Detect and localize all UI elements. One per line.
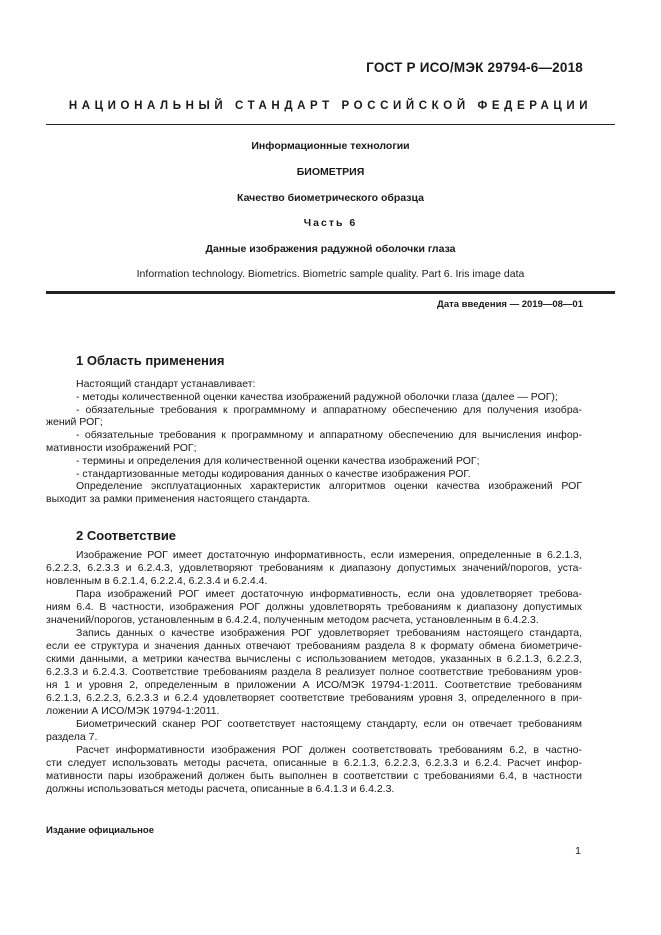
national-standard-heading: НАЦИОНАЛЬНЫЙ СТАНДАРТ РОССИЙСКОЙ ФЕДЕРАЦИИ xyxy=(68,100,593,112)
section1-line: Определение эксплуатационных характеристик алгоритмов оценки качества изображений РОГ xyxy=(76,480,582,493)
section2-line: значений/порогов, установленным в 6.4.2.4, полученным методом расчета, установленным в 6.4.2.3. xyxy=(46,614,539,626)
section1-line: - термины и определения для количественной оценки качества изображений РОГ; xyxy=(76,454,480,467)
section1-line: выходит за рамки применения настоящего стандарта. xyxy=(46,493,311,506)
title-divider xyxy=(46,291,615,294)
section-1-title: 1 Область применения xyxy=(76,353,225,368)
section1-line: - стандартизованные методы кодирования данных о качестве изображения РОГ. xyxy=(76,467,471,480)
introduction-date: Дата введения — 2019—08—01 xyxy=(437,299,583,310)
section2-line: должны использоваться методы расчета, описанные в 6.4.1.3 и 6.4.2.3. xyxy=(46,783,395,795)
document-code: ГОСТ Р ИСО/МЭК 29794-6—2018 xyxy=(366,60,583,75)
english-title: Information technology. Biometrics. Biometric sample quality. Part 6. Iris image data xyxy=(136,268,525,280)
section2-line: новленным в 6.2.1.4, 6.2.2.4, 6.2.3.4 и 6.2.4.4. xyxy=(46,575,268,587)
section2-line: ложении А ИСО/МЭК 19794-1:2011. xyxy=(46,705,220,717)
section1-line: - методы количественной оценки качества изображений радужной оболочки глаза (далее — РОГ); xyxy=(76,390,558,403)
title-part: Часть 6 xyxy=(303,217,358,229)
section2-line: Биометрический сканер РОГ соответствует настоящему стандарту, если он отвечает требованиям xyxy=(76,718,582,730)
section2-line: если ее структура и значения данных отвечают требованиям раздела 8 к формату обмена биометриче- xyxy=(46,640,582,652)
header-divider xyxy=(46,124,615,125)
section1-line: - обязательные требования к программному и аппаратному обеспечению для вычисления инфор- xyxy=(76,429,582,442)
title-line-5: Данные изображения радужной оболочки глаза xyxy=(205,243,456,255)
section2-line: Пара изображений РОГ имеет достаточную информативность, если она удовлетворяет требова- xyxy=(76,588,582,600)
section2-line: 6.2.1.3, 6.2.2.3, 6.2.3.3 и 6.2.4 удовлетворяет соответствие требованиям уровня 3, определенного в при- xyxy=(46,692,582,704)
section2-line: Запись данных о качестве изображения РОГ удовлетворяет требованиям настоящего стандарта, xyxy=(76,627,582,639)
title-line-2: БИОМЕТРИЯ xyxy=(296,166,365,178)
section2-line: раздела 7. xyxy=(46,731,98,743)
section2-line: 6.2.2.3, 6.2.3.3 и 6.2.4.3, удовлетворяют требованиям к диапазону допустимых значений/порогов, уста- xyxy=(46,562,582,574)
title-line-3: Качество биометрического образца xyxy=(237,192,424,204)
title-line-1: Информационные технологии xyxy=(251,140,410,152)
section2-line: 6.2.3.3 и 6.2.4.3. Соответствие требованиям раздела 8 реализует полное соответствие требованиям уров- xyxy=(46,666,582,678)
section1-line: - обязательные требования к программному и аппаратному обеспечению для получения изобра- xyxy=(76,403,582,416)
section1-line: жений РОГ; xyxy=(46,416,103,429)
section2-line: скими данными, а метрики качества вычислены с использованием методов, указанных в 6.2.1.3, 6.2.2.3, xyxy=(46,653,582,665)
section1-line: Настоящий стандарт устанавливает: xyxy=(76,378,256,390)
section2-line: Изображение РОГ имеет достаточную информативность, если измерения, определенные в 6.2.1.3, xyxy=(76,549,582,561)
section2-line: мативности пары изображений должен быть выполнен в соответствии с требованиями 6.4, в частности xyxy=(46,770,582,782)
section1-line: мативности изображений РОГ; xyxy=(46,442,197,454)
section2-line: Расчет информативности изображения РОГ должен соответствовать требованиям 6.2, в частно- xyxy=(76,744,582,756)
section2-line: ниям 6.4. В частности, изображения РОГ должны удовлетворять требованиям к диапазону допустимых xyxy=(46,601,582,613)
section2-line: ня 1 и уровня 2, определенным в приложении А ИСО/МЭК 19794-1:2011. Соответствие требованиям xyxy=(46,679,582,691)
page-number: 1 xyxy=(575,845,581,857)
official-edition-note: Издание официальное xyxy=(46,825,154,836)
section2-line: сти следует использовать методы расчета, описанные в 6.2.1.3, 6.2.2.3, 6.2.3.3 и 6.2.4. Расчет инфор- xyxy=(46,757,582,769)
section-2-title: 2 Соответствие xyxy=(76,528,177,543)
